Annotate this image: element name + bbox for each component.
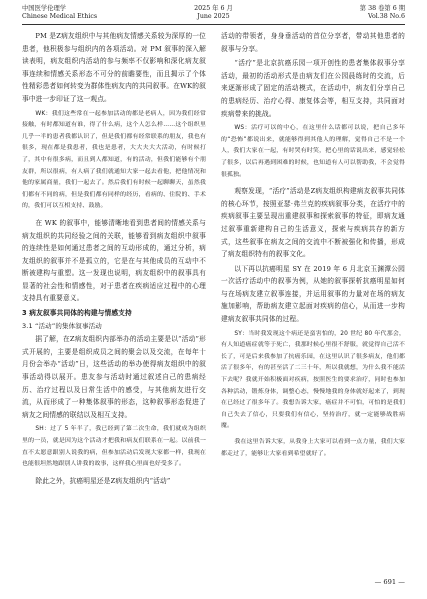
body-paragraph: 据了解，在Z病友组织内部举办的活动主要是以“活动”形式开展的，主要是组织成员之间的聚会以及交流，在每年十月份会举办“活动”日，这些活动的举办使得病友组织中的叙事活动得以展开。患友参与活动时通过叙述自己的患病经历、治疗过程以及日常生活中的感受，与其他病友进行交流，从而形成了一种集体叙事的形态，这种叙事形态促进了病友之间情感的联结以及相互支持。 — [22, 335, 206, 419]
left-column — [22, 30, 206, 565]
volume-cn: 第 38 卷第 6 期 — [359, 5, 405, 12]
interview-quote: 我在这里告诉大家，从我身上大家可以看到一点力量，我们大家都走过了，能够让大家看到希望就好了。 — [221, 439, 405, 457]
body-paragraph: 观察发现，“活疗”活动是Z病友组织构建病友叙事共同体的核心环节，按照亚瑟·弗兰克的疾病叙事分类，在活疗中的疾病叙事主要呈现出重建叙事和探索叙事的特征，即病友通过叙事重新建构自己的生活意义，探索与疾病共存的新方式，这些叙事在病友之间的交流中不断被强化和传播，形成了病友组织特有的叙事文化。 — [221, 187, 405, 259]
running-header — [22, 5, 405, 25]
issue-date-en: June 2025 — [197, 13, 230, 21]
body-paragraph: 在 WK 的叙事中，能够清晰地看到患者间的情感关系与病友组织的共同经验之间的关联，能够看到病友组织中叙事的连续性是如何通过患者之间的互动形成的，通过分析，病友组织的叙事并不是孤立的，它是在与其他成员的互动中不断被建构与重塑。这一发现也说明，病友组织中的叙事具有显著的社会性和情感性，对于患者在疾病适应过程中的心理支持具有重要意义。 — [22, 218, 206, 303]
right-column — [221, 30, 405, 565]
body-paragraph: 活动的带领者，身身垂活动的首位分享者，带动其他患者的叙事与分享。 — [221, 32, 405, 53]
journal-name-cn: 中国医学伦理学 — [22, 5, 67, 12]
interview-quote: SH：过了 5 年半了，我已经到了第二次生命，我们就成为组织里的一员，就是因为这个活动才把我和病友们联系在一起。以前我一直不太愿意跟别人说我的病，但参加活动后发现大家都一样，我现在也能很坦然地跟别人讲我的故事，这样我心里面也好受多了。 — [22, 426, 206, 468]
issue-date — [22, 5, 405, 22]
body-paragraph: 以下再以抗癌明星 SY 在 2019 年 6 月北京玉渊潭公园一次活疗活动中的叙事为例，从她的叙事探析抗癌明星如何与在场病友建立叙事连接，并运用叙事的力量对在场的病友施加影响，帮助病友建立起面对疾病的信心，从而进一步构建病友叙事共同体的过程。 — [221, 264, 405, 324]
issue-date-cn: 2025 年 6 月 — [194, 5, 233, 12]
section-heading: 3 病友叙事共同体的构建与情感支持 — [22, 309, 132, 318]
body-paragraph: PM 是Z病友组织中与其他病友情感关系较为深厚的一位患者，他积极参与组织内的各项活动。对 PM 叙事的深入解读表明，病友组织内活动的参与频率不仅影响和深化病友叙事连续和情感关系形态不可分的前瞻要性，而且揭示了个体性精彩患者如何转变为群体性病友内的共同叙事。在WK的叙事中进一步印证了这一观点。 — [22, 32, 206, 103]
body-paragraph: “活疗”是北京抗癌乐园一项开创性的患者集体叙事分享活动，最初的活动形式是由病友们在公园晨练时的交流，后来逐渐形成了固定的活动模式，在活动中，病友们分享自己的患病经历、治疗心得、康复体会等，相互支持，共同面对疾病带来的挑战。 — [221, 59, 405, 118]
volume-info — [360, 5, 405, 22]
interview-quote: WK：我们这些常在一起参加活动的都是老病人，因为我们经常接触，有时都知道有谁，得了什么病，这个人怎么样……这个组织里几乎一半的患者我都认识了，但是我们都有经常联系的朋友，我也有很多，现在都是我患者，我也是患者，大大夫大大活动，有时候打了，其中有很多病，而且到人都知道，有的活动，但我们能够有个朋友群，所以很病，有人病了我们就通知大家一起去看他，把他情况和他的家属商量，我们一起去了。然后我们有时候一起聊聊天，虽然我们都有不同的病，但是我们都有同样的经历，看病的、住院的、手术的，我们可以互相支持、鼓励。 — [22, 110, 206, 210]
volume-en: Vol.38 No.6 — [368, 13, 405, 21]
header-rule — [22, 24, 405, 25]
subsection-heading: 3.1 “活动”的集体叙事活动 — [22, 321, 102, 330]
interview-quote: WS：活疗可以的中心，在这里什么话都可以说，把自己多年的“恐怖”都说出来，就能够得到其他人的理解，觉得自己不是一个人，我们大家在一起，有时哭有时笑，把心里的话说出来，感觉轻松了很多，以后再遇到困难的时候，也知道有人可以帮助我，不会觉得很孤独。 — [221, 125, 405, 178]
journal-name-en: Chinese Medical Ethics — [22, 13, 98, 21]
body-paragraph: 除此之外，抗癌明星还是Z病友组织内“活动” — [35, 476, 171, 485]
page-number: — 691 — — [374, 578, 405, 586]
interview-quote: SY：当时我发现这个病还是蛮害怕的，20 世纪 80 年代那会，有人知道癌症就等于死亡，我那时候心里很不舒服，就觉得自己活不长了，可是后来我参加了抗癌乐园，在这里认识了很多病友，他们都活了很多年，有的甚至活了二三十年，所以我就想，为什么我不能活下去呢？我就开始积极面对疾病，按照医生的要求治疗，同时也参加各种活动，锻炼身体，调整心态，慢慢地我的身体就好起来了，到现在已经过了很多年了。我想告诉大家，癌症并不可怕，可怕的是我们自己失去了信心，只要我们有信心，坚持治疗，就一定能够战胜病魔。 — [221, 330, 405, 430]
